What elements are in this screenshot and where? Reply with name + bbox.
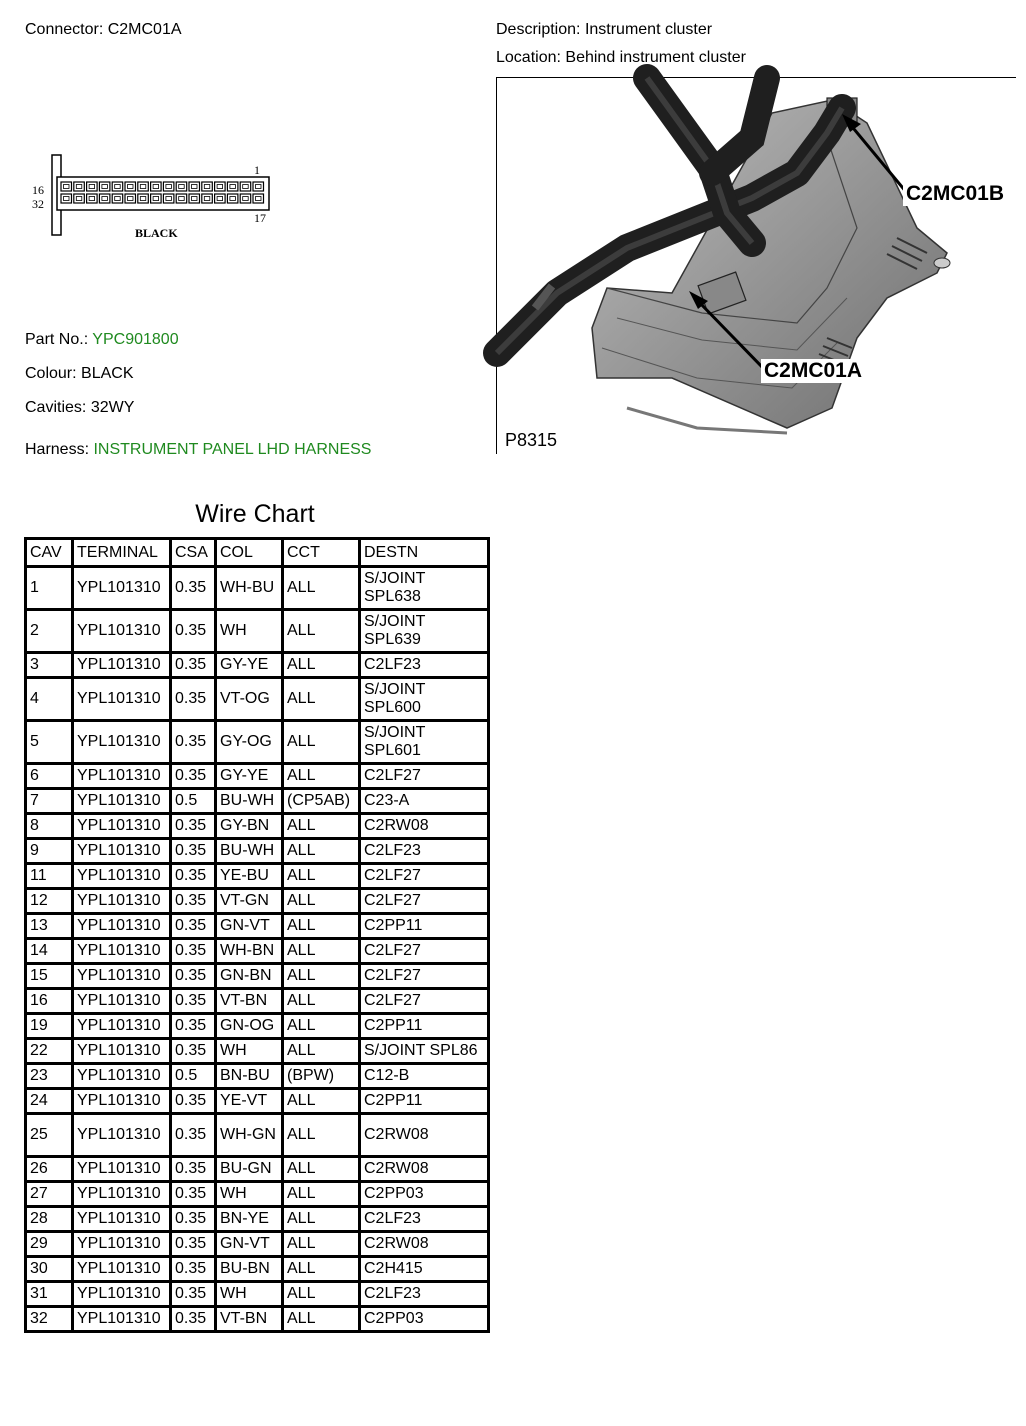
- pin-cavity: [253, 182, 264, 191]
- cell-destn: C2RW08: [360, 814, 489, 839]
- cell-cav: 24: [26, 1089, 73, 1114]
- wire-chart-title: Wire Chart: [195, 500, 315, 528]
- cell-csa: 0.35: [171, 1039, 216, 1064]
- callout-c2mc01b: C2MC01B: [903, 182, 1007, 206]
- cell-destn: C2LF27: [360, 864, 489, 889]
- pin-cavity: [176, 194, 187, 203]
- cell-col: YE-VT: [216, 1089, 283, 1114]
- cell-cav: 2: [26, 610, 73, 653]
- cell-terminal: YPL101310: [73, 1257, 171, 1282]
- table-row: [26, 653, 489, 678]
- pin-cavity: [125, 194, 136, 203]
- cell-csa: 0.35: [171, 1257, 216, 1282]
- cell-terminal: YPL101310: [73, 939, 171, 964]
- pin-17-label: 17: [254, 211, 266, 225]
- part-number-info: [25, 331, 179, 349]
- cell-terminal: YPL101310: [73, 789, 171, 814]
- cell-cct: ALL: [283, 889, 360, 914]
- cell-col: VT-GN: [216, 889, 283, 914]
- cell-cav: 1: [26, 567, 73, 610]
- cell-cav: 22: [26, 1039, 73, 1064]
- cell-destn: C12-B: [360, 1064, 489, 1089]
- cell-terminal: YPL101310: [73, 864, 171, 889]
- cell-cav: 32: [26, 1307, 73, 1332]
- cell-cct: ALL: [283, 721, 360, 764]
- cell-cct: ALL: [283, 1114, 360, 1157]
- cell-terminal: YPL101310: [73, 989, 171, 1014]
- pin-cavity: [202, 182, 213, 191]
- harness-label: Harness:: [25, 441, 90, 458]
- cell-col: WH: [216, 1282, 283, 1307]
- pin-cavity: [163, 194, 174, 203]
- table-row: [26, 864, 489, 889]
- connector-location-photo: [496, 77, 1016, 454]
- cell-col: VT-OG: [216, 678, 283, 721]
- cell-col: BN-BU: [216, 1064, 283, 1089]
- cell-cav: 19: [26, 1014, 73, 1039]
- cell-cct: ALL: [283, 1182, 360, 1207]
- pin-cavity: [138, 182, 149, 191]
- cell-cct: ALL: [283, 814, 360, 839]
- harness-value: INSTRUMENT PANEL LHD HARNESS: [93, 441, 372, 458]
- table-row: [26, 1207, 489, 1232]
- table-row: [26, 889, 489, 914]
- cell-destn: C2LF27: [360, 989, 489, 1014]
- pin-cavity: [87, 182, 98, 191]
- description-label: Description:: [496, 21, 581, 38]
- cell-terminal: YPL101310: [73, 678, 171, 721]
- location-info: [496, 49, 746, 67]
- part-number-value: YPC901800: [92, 331, 179, 348]
- cell-terminal: YPL101310: [73, 1232, 171, 1257]
- cell-col: WH-GN: [216, 1114, 283, 1157]
- cell-destn: S/JOINT SPL86: [360, 1039, 489, 1064]
- cell-csa: 0.35: [171, 1182, 216, 1207]
- connector-face-diagram: [32, 152, 295, 247]
- cell-cav: 29: [26, 1232, 73, 1257]
- cell-destn: C2PP03: [360, 1307, 489, 1332]
- cell-terminal: YPL101310: [73, 1207, 171, 1232]
- table-row: [26, 764, 489, 789]
- pin-cavity: [240, 182, 251, 191]
- cell-csa: 0.35: [171, 567, 216, 610]
- cell-cct: ALL: [283, 1207, 360, 1232]
- cell-cav: 31: [26, 1282, 73, 1307]
- table-row: [26, 789, 489, 814]
- pin-cavity: [138, 194, 149, 203]
- cell-cct: ALL: [283, 610, 360, 653]
- cell-cav: 23: [26, 1064, 73, 1089]
- pin-cavity: [112, 194, 123, 203]
- table-row: [26, 1232, 489, 1257]
- cell-destn: C2RW08: [360, 1232, 489, 1257]
- cell-destn: S/JOINT SPL639: [360, 610, 489, 653]
- cell-cav: 7: [26, 789, 73, 814]
- cell-terminal: YPL101310: [73, 1182, 171, 1207]
- cell-cct: (CP5AB): [283, 789, 360, 814]
- cell-col: BU-WH: [216, 839, 283, 864]
- pin-cavity: [253, 194, 264, 203]
- cell-cct: ALL: [283, 914, 360, 939]
- harness-info: [25, 441, 371, 459]
- table-row: [26, 814, 489, 839]
- cell-csa: 0.35: [171, 1207, 216, 1232]
- cell-destn: C2RW08: [360, 1157, 489, 1182]
- cell-cct: ALL: [283, 864, 360, 889]
- cell-terminal: YPL101310: [73, 1114, 171, 1157]
- connector-label: Connector:: [25, 21, 104, 38]
- table-row: [26, 1089, 489, 1114]
- table-row: [26, 1182, 489, 1207]
- cell-csa: 0.35: [171, 678, 216, 721]
- cell-cav: 4: [26, 678, 73, 721]
- cell-cav: 28: [26, 1207, 73, 1232]
- cell-col: WH: [216, 1182, 283, 1207]
- table-row: [26, 939, 489, 964]
- cell-csa: 0.5: [171, 789, 216, 814]
- cell-cav: 16: [26, 989, 73, 1014]
- column-header-csa: CSA: [171, 539, 216, 567]
- cell-terminal: YPL101310: [73, 1014, 171, 1039]
- pin-cavity: [87, 194, 98, 203]
- cell-col: BU-BN: [216, 1257, 283, 1282]
- cell-col: BU-GN: [216, 1157, 283, 1182]
- table-row: [26, 839, 489, 864]
- cell-cct: ALL: [283, 839, 360, 864]
- cell-csa: 0.35: [171, 1307, 216, 1332]
- cell-csa: 0.35: [171, 989, 216, 1014]
- cell-destn: C2LF23: [360, 1207, 489, 1232]
- cell-cct: ALL: [283, 1282, 360, 1307]
- cell-col: VT-BN: [216, 989, 283, 1014]
- cell-terminal: YPL101310: [73, 1089, 171, 1114]
- table-row: [26, 1114, 489, 1157]
- wire-chart-header-row: [26, 539, 489, 567]
- cell-terminal: YPL101310: [73, 567, 171, 610]
- cell-csa: 0.35: [171, 1114, 216, 1157]
- cell-cav: 25: [26, 1114, 73, 1157]
- table-row: [26, 1157, 489, 1182]
- cell-destn: S/JOINT SPL638: [360, 567, 489, 610]
- cell-csa: 0.35: [171, 653, 216, 678]
- cell-destn: C2LF23: [360, 839, 489, 864]
- pin-cavity: [74, 194, 85, 203]
- pin-cavity: [151, 194, 162, 203]
- pin-cavity: [125, 182, 136, 191]
- pin-1-label: 1: [254, 163, 260, 177]
- cell-csa: 0.35: [171, 1282, 216, 1307]
- table-row: [26, 567, 489, 610]
- cell-cav: 26: [26, 1157, 73, 1182]
- table-row: [26, 721, 489, 764]
- pin-16-label: 16: [32, 183, 44, 197]
- description-value: Instrument cluster: [584, 21, 713, 38]
- pin-32-label: 32: [32, 197, 44, 211]
- cell-cav: 12: [26, 889, 73, 914]
- pin-cavity: [189, 182, 200, 191]
- cell-col: BU-WH: [216, 789, 283, 814]
- cell-destn: C2LF27: [360, 764, 489, 789]
- cell-csa: 0.35: [171, 964, 216, 989]
- cell-destn: S/JOINT SPL600: [360, 678, 489, 721]
- cell-terminal: YPL101310: [73, 1064, 171, 1089]
- cell-col: WH-BU: [216, 567, 283, 610]
- cell-col: WH-BN: [216, 939, 283, 964]
- cell-cct: ALL: [283, 989, 360, 1014]
- cavities-value: 32WY: [90, 399, 135, 416]
- cell-cct: ALL: [283, 964, 360, 989]
- cell-csa: 0.35: [171, 864, 216, 889]
- cell-destn: C2LF27: [360, 964, 489, 989]
- colour-label: Colour:: [25, 365, 77, 382]
- table-row: [26, 989, 489, 1014]
- cell-terminal: YPL101310: [73, 1307, 171, 1332]
- table-row: [26, 1282, 489, 1307]
- pin-cavity: [151, 182, 162, 191]
- cell-terminal: YPL101310: [73, 964, 171, 989]
- cell-terminal: YPL101310: [73, 1039, 171, 1064]
- callout-c2mc01a: C2MC01A: [761, 359, 865, 383]
- cell-destn: C23-A: [360, 789, 489, 814]
- cell-destn: C2PP11: [360, 1089, 489, 1114]
- cell-terminal: YPL101310: [73, 839, 171, 864]
- cell-csa: 0.5: [171, 1064, 216, 1089]
- cell-cav: 14: [26, 939, 73, 964]
- cell-cct: (BPW): [283, 1064, 360, 1089]
- cell-destn: C2LF23: [360, 653, 489, 678]
- table-row: [26, 1257, 489, 1282]
- cell-cav: 30: [26, 1257, 73, 1282]
- column-header-terminal: TERMINAL: [73, 539, 171, 567]
- cell-col: GY-YE: [216, 653, 283, 678]
- cell-csa: 0.35: [171, 839, 216, 864]
- column-header-destn: DESTN: [360, 539, 489, 567]
- cell-cct: ALL: [283, 939, 360, 964]
- cell-cav: 15: [26, 964, 73, 989]
- cell-terminal: YPL101310: [73, 1282, 171, 1307]
- cell-cct: ALL: [283, 653, 360, 678]
- cell-col: YE-BU: [216, 864, 283, 889]
- cell-terminal: YPL101310: [73, 814, 171, 839]
- photo-reference-id: P8315: [505, 430, 558, 450]
- cell-csa: 0.35: [171, 814, 216, 839]
- cell-destn: C2LF23: [360, 1282, 489, 1307]
- cell-csa: 0.35: [171, 1157, 216, 1182]
- cell-terminal: YPL101310: [73, 1157, 171, 1182]
- pin-cavity: [163, 182, 174, 191]
- cell-csa: 0.35: [171, 764, 216, 789]
- pin-cavity: [215, 194, 226, 203]
- table-row: [26, 1014, 489, 1039]
- cell-terminal: YPL101310: [73, 721, 171, 764]
- cell-cct: ALL: [283, 1039, 360, 1064]
- cell-cav: 3: [26, 653, 73, 678]
- cell-col: GN-BN: [216, 964, 283, 989]
- cell-csa: 0.35: [171, 610, 216, 653]
- table-row: [26, 610, 489, 653]
- cell-csa: 0.35: [171, 914, 216, 939]
- pin-cavity: [189, 194, 200, 203]
- colour-value: BLACK: [81, 365, 134, 382]
- cell-cav: 8: [26, 814, 73, 839]
- cell-destn: C2PP03: [360, 1182, 489, 1207]
- colour-info: [25, 365, 134, 383]
- cell-csa: 0.35: [171, 1089, 216, 1114]
- cell-cav: 5: [26, 721, 73, 764]
- pin-cavity: [99, 194, 110, 203]
- location-label: Location:: [496, 49, 561, 66]
- cell-destn: C2PP11: [360, 1014, 489, 1039]
- cell-col: GY-OG: [216, 721, 283, 764]
- table-row: [26, 1064, 489, 1089]
- wire-chart-table: [24, 537, 490, 1333]
- cell-col: GN-VT: [216, 1232, 283, 1257]
- pin-cavity: [215, 182, 226, 191]
- column-header-cav: CAV: [26, 539, 73, 567]
- wire-chart-body: [26, 567, 489, 1332]
- cell-cct: ALL: [283, 1232, 360, 1257]
- cell-col: GY-YE: [216, 764, 283, 789]
- cell-col: WH: [216, 1039, 283, 1064]
- cell-destn: C2H415: [360, 1257, 489, 1282]
- cell-cct: ALL: [283, 1014, 360, 1039]
- cell-col: VT-BN: [216, 1307, 283, 1332]
- table-row: [26, 914, 489, 939]
- cell-csa: 0.35: [171, 1014, 216, 1039]
- cell-cct: ALL: [283, 1307, 360, 1332]
- cell-csa: 0.35: [171, 1232, 216, 1257]
- cell-cav: 27: [26, 1182, 73, 1207]
- pin-cavity: [176, 182, 187, 191]
- pin-cavity: [227, 182, 238, 191]
- table-row: [26, 964, 489, 989]
- cell-cav: 6: [26, 764, 73, 789]
- table-row: [26, 1307, 489, 1332]
- part-number-label: Part No.:: [25, 331, 89, 348]
- cell-destn: C2LF27: [360, 889, 489, 914]
- connector-info: [25, 21, 182, 39]
- cell-cct: ALL: [283, 1257, 360, 1282]
- cell-csa: 0.35: [171, 721, 216, 764]
- pin-cavity: [240, 194, 251, 203]
- cell-terminal: YPL101310: [73, 610, 171, 653]
- table-row: [26, 678, 489, 721]
- cell-cct: ALL: [283, 1157, 360, 1182]
- cell-col: GY-BN: [216, 814, 283, 839]
- cavities-info: [25, 399, 134, 417]
- cell-csa: 0.35: [171, 939, 216, 964]
- cell-cct: ALL: [283, 567, 360, 610]
- pin-cavity: [202, 194, 213, 203]
- cell-cav: 13: [26, 914, 73, 939]
- cell-destn: C2LF27: [360, 939, 489, 964]
- cell-terminal: YPL101310: [73, 764, 171, 789]
- connector-colour-caption: BLACK: [135, 226, 178, 240]
- cell-cav: 9: [26, 839, 73, 864]
- pin-cavity: [112, 182, 123, 191]
- cell-col: GN-VT: [216, 914, 283, 939]
- cavities-label: Cavities:: [25, 399, 87, 416]
- cell-cct: ALL: [283, 764, 360, 789]
- description-info: [496, 21, 712, 39]
- pin-cavity: [61, 182, 72, 191]
- cell-terminal: YPL101310: [73, 914, 171, 939]
- cell-terminal: YPL101310: [73, 889, 171, 914]
- connector-value: C2MC01A: [107, 21, 182, 38]
- cell-terminal: YPL101310: [73, 653, 171, 678]
- cell-csa: 0.35: [171, 889, 216, 914]
- cell-destn: C2RW08: [360, 1114, 489, 1157]
- cell-destn: C2PP11: [360, 914, 489, 939]
- pin-cavity: [99, 182, 110, 191]
- column-header-cct: CCT: [283, 539, 360, 567]
- location-value: Behind instrument cluster: [565, 49, 746, 66]
- cell-cct: ALL: [283, 1089, 360, 1114]
- cell-col: WH: [216, 610, 283, 653]
- column-header-col: COL: [216, 539, 283, 567]
- cell-cct: ALL: [283, 678, 360, 721]
- pin-cavity: [61, 194, 72, 203]
- cell-col: GN-OG: [216, 1014, 283, 1039]
- pin-cavity: [74, 182, 85, 191]
- pin-cavity: [227, 194, 238, 203]
- cell-cav: 11: [26, 864, 73, 889]
- cell-destn: S/JOINT SPL601: [360, 721, 489, 764]
- table-row: [26, 1039, 489, 1064]
- cell-col: BN-YE: [216, 1207, 283, 1232]
